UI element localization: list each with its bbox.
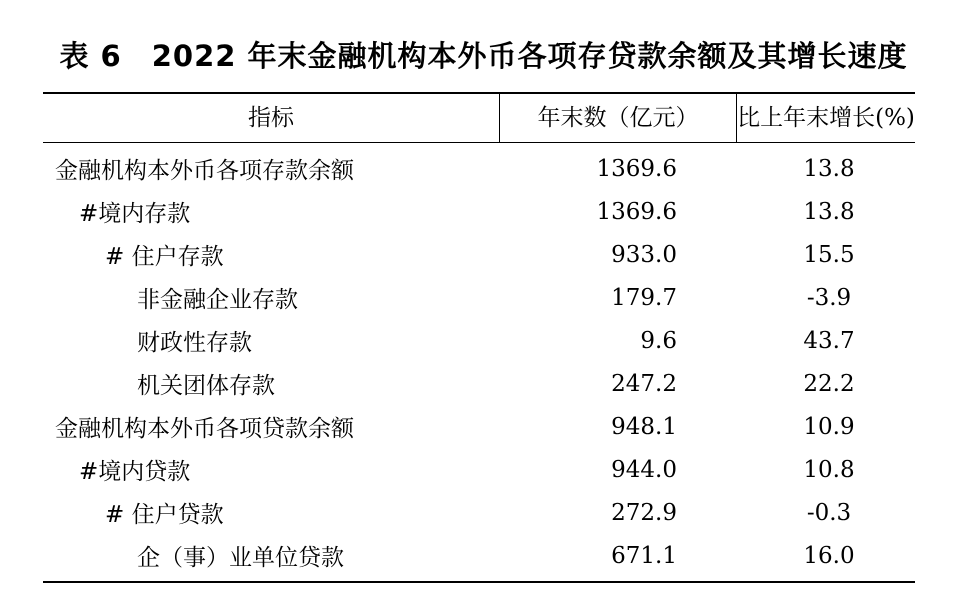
table-row: [43, 233, 915, 276]
row-value: 933.0: [611, 241, 677, 268]
table-row: [43, 190, 915, 233]
row-growth: 13.8: [803, 155, 855, 182]
row-label: 企（事）业单位贷款: [137, 545, 344, 571]
row-growth: 15.5: [803, 241, 855, 268]
row-growth: 16.0: [803, 542, 855, 569]
row-value: 671.1: [611, 542, 677, 569]
row-growth: 10.9: [803, 413, 855, 440]
header-growth: 比上年末增长(%): [737, 105, 915, 131]
row-growth: -3.9: [806, 284, 852, 311]
row-value: 944.0: [611, 456, 677, 483]
header-indicator: 指标: [43, 94, 500, 142]
row-label: 金融机构本外币各项存款余额: [55, 158, 354, 184]
row-label: # 住户贷款: [105, 502, 224, 528]
table-title: 表 6 2022 年末金融机构本外币各项存贷款余额及其增长速度: [59, 39, 908, 73]
row-value: 272.9: [611, 499, 677, 526]
table-row: [43, 276, 915, 319]
row-label: #境内贷款: [79, 459, 191, 485]
table-body: [43, 143, 915, 581]
row-growth: 13.8: [803, 198, 855, 225]
row-value: 9.6: [640, 327, 677, 354]
row-label: 金融机构本外币各项贷款余额: [55, 416, 354, 442]
row-label: # 住户存款: [105, 244, 224, 270]
data-table: [43, 92, 915, 583]
row-value: 247.2: [611, 370, 677, 397]
table-row: [43, 491, 915, 534]
row-growth: 22.2: [803, 370, 855, 397]
row-value: 948.1: [611, 413, 677, 440]
table-row: [43, 448, 915, 491]
table-header: [43, 94, 915, 143]
row-growth: 10.8: [803, 456, 855, 483]
table-row: [43, 405, 915, 448]
row-label: 非金融企业存款: [137, 287, 298, 313]
row-value: 1369.6: [596, 198, 677, 225]
table-row: [43, 534, 915, 577]
row-label: 财政性存款: [137, 330, 252, 356]
table-row: [43, 147, 915, 190]
row-growth: -0.3: [806, 499, 852, 526]
row-value: 179.7: [611, 284, 677, 311]
table-row: [43, 362, 915, 405]
table-row: [43, 319, 915, 362]
header-year-end-value: 年末数（亿元）: [500, 94, 737, 142]
row-label: #境内存款: [79, 201, 191, 227]
row-value: 1369.6: [596, 155, 677, 182]
row-label: 机关团体存款: [137, 373, 275, 399]
row-growth: 43.7: [803, 327, 855, 354]
